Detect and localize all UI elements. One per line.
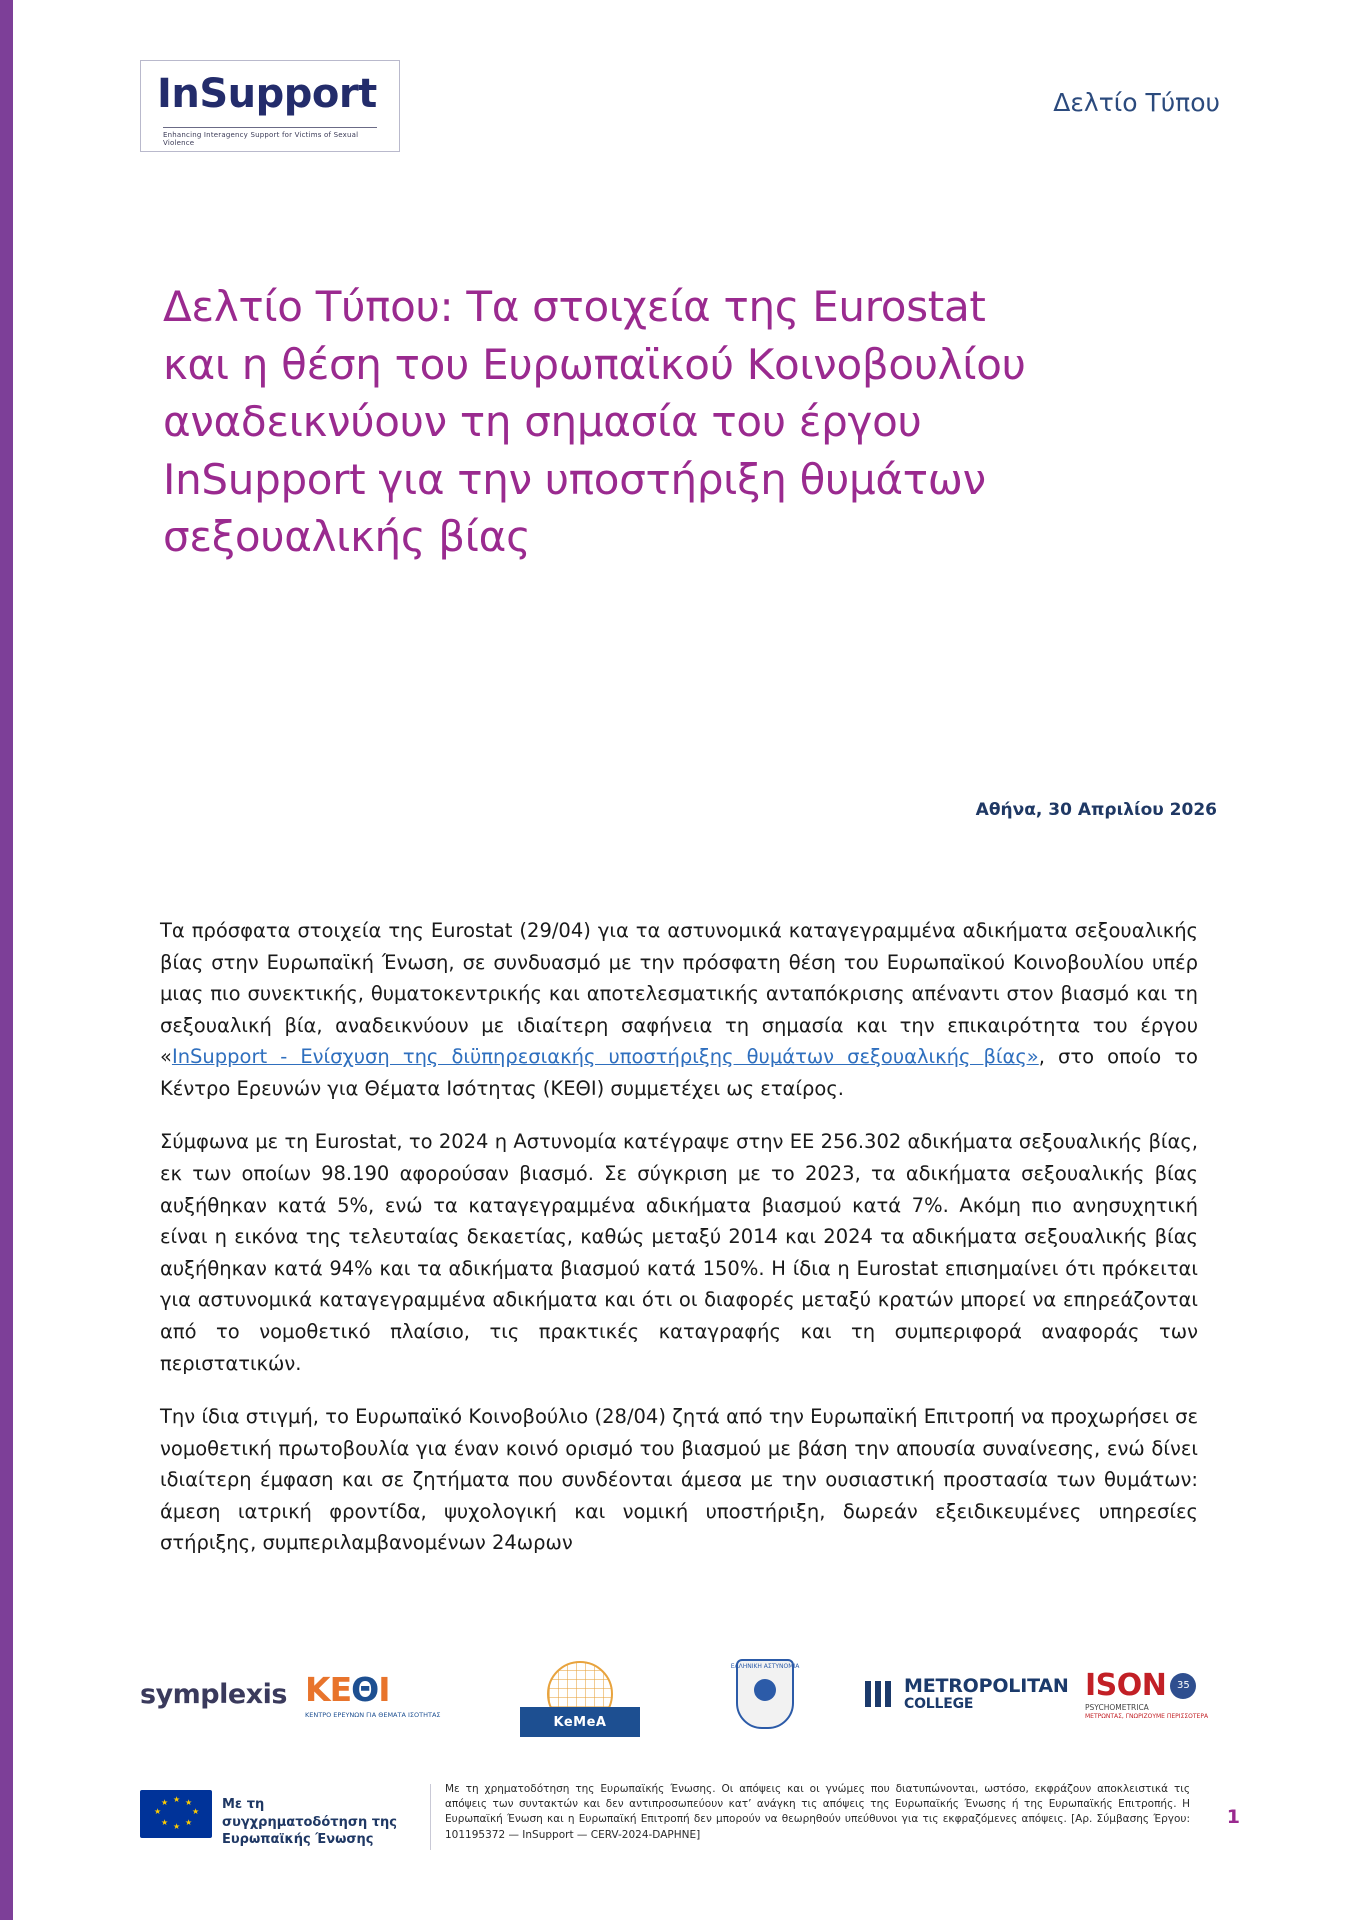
body-text: [160, 915, 1198, 1581]
eu-cofunding-caption: Με τη συγχρηματοδότηση της Ευρωπαϊκής Ένωσης: [222, 1797, 398, 1848]
paragraph-2: Σύμφωνα με τη Eurostat, το 2024 η Αστυνομία κατέγραψε στην ΕΕ 256.302 αδικήματα σεξουαλικής βίας, εκ των οποίων 98.190 αφορούσαν βιασμό. Σε σύγκριση με το 2023, τα αδικήματα σεξουαλικής βίας αυξήθηκαν κατά 5%, ενώ τα καταγεγραμμένα αδικήματα βιασμού κατά 7%. Ακόμη πιο ανησυχητική είναι η εικόνα της τελευταίας δεκαετίας, καθώς μεταξύ 2014 και 2024 τα αδικήματα σεξουαλικής βίας αυξήθηκαν κατά 94% και τα αδικήματα βιασμού κατά 150%. Η ίδια η Eurostat επισημαίνει ότι πρόκειται για αστυνομικά καταγεγραμμένα αδικήματα και ότι οι διαφορές μεταξύ κρατών μπορεί να επηρεάζονται από το νομοθετικό πλαίσιο, τις πρακτικές καταγραφής και τη συμπεριφορά αναφοράς των περιστατικών.: [160, 1130, 1198, 1375]
kemea-wordmark: KeMeA: [520, 1707, 640, 1737]
partner-logos: [140, 1655, 1230, 1735]
ison-anniversary-badge: 35: [1170, 1673, 1196, 1699]
insupport-logo: [140, 60, 400, 152]
logo-ison: [1085, 1655, 1208, 1733]
paragraph-1-intro: Τα πρόσφατα στοιχεία της Eurostat (29/04) για τα αστυνομικά καταγεγραμμένα αδικήματα σεξουαλικής βίας στην Ευρωπαϊκή Ένωση, σε συνδυασμό με την πρόσφατη θέση του Ευρωπαϊκού Κοινοβουλίου υπέρ μιας πιο συνεκτικής, θυματοκεντρικής και αποτελεσματικής ανταπόκρισης απέναντι στον βιασμό και τη σεξουαλική βία, αναδεικνύουν με ιδιαίτερη σαφήνεια τη σημασία και την επικαιρότητα του έργου «: [160, 919, 1198, 1069]
metropolitan-mark-icon: [865, 1681, 895, 1707]
shield-icon: [730, 1659, 800, 1729]
metropolitan-line1: METROPOLITAN: [904, 1674, 1069, 1697]
logo-symplexis: symplexis: [140, 1678, 287, 1710]
paragraph-1: [160, 915, 1198, 1104]
logo-hellenic-police: [700, 1655, 830, 1733]
ison-slogan: ΜΕΤΡΩΝΤΑΣ, ΓΝΩΡΙΖΟΥΜΕ ΠΕΡΙΣΣΟΤΕΡΑ: [1085, 1713, 1209, 1720]
eu-disclaimer: Με τη χρηματοδότηση της Ευρωπαϊκής Ένωσης. Οι απόψεις και οι γνώμες που διατυπώνονται, ωστόσο, εκφράζουν αποκλειστικά τις απόψεις των συντακτών και δεν αντιπροσωπεύουν κατ’ ανάγκη τις απόψεις της Ευρωπαϊκής Ένωσης ή της Ευρωπαϊκής Επιτροπής. Η Ευρωπαϊκή Ένωση και η Ευρωπαϊκή Επιτροπή δεν μπορούν να θεωρηθούν υπεύθυνοι για τις εκφραζόμενες απόψεις. [Αρ. Σύμβασης Έργου: 101195372 — InSupport — CERV-2024-DAPHNE]: [445, 1783, 1190, 1841]
metropolitan-wordmark: [904, 1674, 1069, 1712]
ison-wordmark: ISON: [1085, 1668, 1167, 1703]
dateline: Αθήνα, 30 Απριλίου 2026: [975, 800, 1217, 820]
logo-kethi: [305, 1655, 441, 1733]
page-header: [140, 60, 1220, 150]
logo-divider: [163, 127, 377, 128]
logo-metropolitan-college: [865, 1655, 1069, 1733]
ison-subtitle: PSYCHOMETRICA: [1085, 1703, 1149, 1712]
paragraph-3: Την ίδια στιγμή, το Ευρωπαϊκό Κοινοβούλιο (28/04) ζητά από την Ευρωπαϊκή Επιτροπή να προχωρήσει σε νομοθετική πρωτοβουλία για έναν κοινό ορισμό του βιασμού με βάση την απουσία συναίνεσης, ενώ δίνει ιδιαίτερη έμφαση και σε ζητήματα που συνδέονται άμεσα με την ουσιαστική προστασία των θυμάτων: άμεση ιατρική φροντίδα, ψυχολογική και νομική υποστήριξη, δωρεάν εξειδικευμένες υπηρεσίες στήριξης, συμπεριλαμβανομένων 24ωρων: [160, 1405, 1198, 1555]
paragraph-1-outro: , στο οποίο το Κέντρο Ερευνών για Θέματα Ισότητας (ΚΕΘΙ) συμμετέχει ως εταίρος.: [160, 1045, 1198, 1100]
document-type-label: Δελτίο Τύπου: [1053, 88, 1220, 117]
kethi-subtitle: ΚΕΝΤΡΟ ΕΡΕΥΝΩΝ ΓΙΑ ΘΕΜΑΤΑ ΙΣΟΤΗΤΑΣ: [305, 1710, 441, 1719]
footer-divider: [430, 1784, 431, 1850]
insupport-project-link[interactable]: InSupport - Ενίσχυση της διϋπηρεσιακής υποστήριξης θυμάτων σεξουαλικής βίας»: [171, 1045, 1039, 1069]
page-number: 1: [1226, 1806, 1240, 1828]
police-label: ΕΛΛΗΝΙΚΗ ΑΣΤΥΝΟΜΙΑ: [730, 1663, 800, 1670]
logo-wordmark: InSupport: [157, 71, 377, 117]
page-title: Δελτίο Τύπου: Τα στοιχεία της Eurostat και η θέση του Ευρωπαϊκού Κοινοβουλίου αναδεικνύουν τη σημασία του έργου InSupport για την υποστήριξη θυμάτων σεξουαλικής βίας: [163, 282, 1026, 562]
metropolitan-line2: COLLEGE: [904, 1695, 974, 1712]
eu-flag-icon: ★ ★ ★ ★ ★ ★ ★ ★: [140, 1790, 212, 1838]
logo-kemea: [500, 1655, 660, 1733]
ison-top-row: [1085, 1668, 1196, 1703]
kethi-wordmark: KEΘI: [305, 1669, 390, 1709]
logo-tagline: Enhancing Interagency Support for Victims of Sexual Violence: [163, 131, 359, 147]
